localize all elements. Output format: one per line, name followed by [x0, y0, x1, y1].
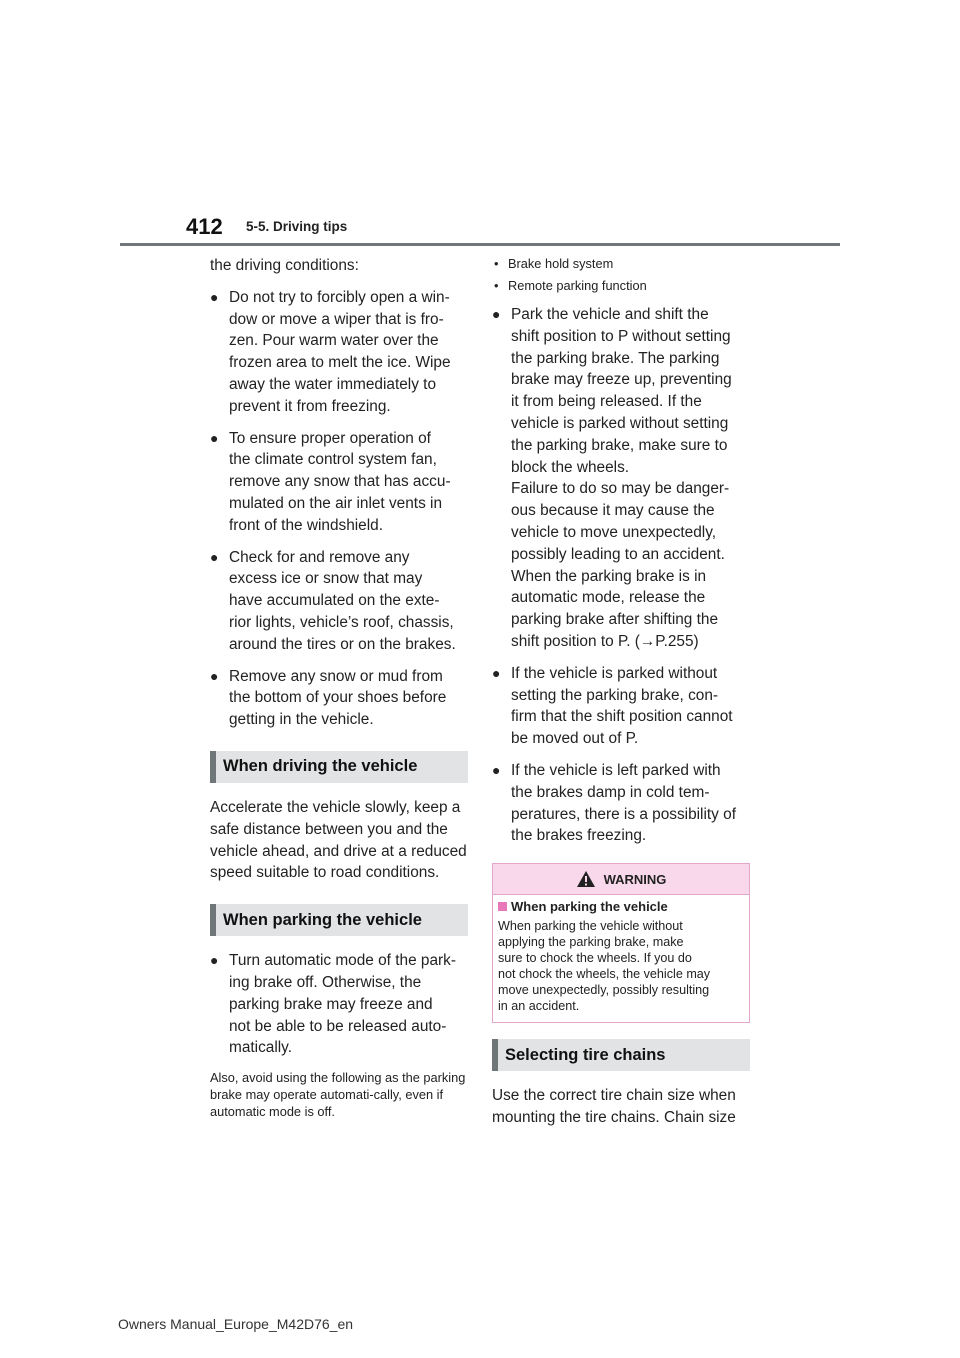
driving-paragraph: Accelerate the vehicle slowly, keep a safe distance between you and the vehicle ahead, and drive at a reduced speed suitable to road conditions. [210, 798, 467, 882]
bullet-dot-icon: ● [210, 288, 219, 305]
bullet-item: ● If the vehicle is left parked with the brakes damp in cold tem- peratures, there is a possibility of the brakes freezing. [492, 760, 750, 847]
bullet-item: ● Do not try to forcibly open a win- dow or move a wiper that is fro- zen. Pour warm water over the frozen area to melt the ice. Wipe away the water immediately to prevent it from freezing. [210, 287, 468, 418]
section-title: 5-5. Driving tips [246, 219, 348, 234]
warning-text: When parking the vehicle without applying the parking brake, make sure to chock the wheels. If you do not chock the wheels, the vehicle may move unexpectedly, possibly resulting in an accident. [498, 919, 711, 1014]
bullet-dot-icon: ● [492, 664, 501, 681]
heading-tire-chains: Selecting tire chains [492, 1039, 750, 1071]
bullet-dot-icon: ● [210, 952, 219, 969]
bullet-item: ● Remove any snow or mud from the bottom of your shoes before getting in the vehicle. [210, 666, 468, 731]
bullet-dot-icon: ● [210, 429, 219, 446]
lead-text: the driving conditions: [210, 257, 359, 274]
warning-title: WARNING [603, 871, 667, 887]
parking-note: Also, avoid using the following as the parking brake may operate automati-cally, even if automatic mode is off. [210, 1070, 466, 1120]
chains-paragraph: Use the correct tire chain size when mounting the tire chains. Chain size [492, 1087, 736, 1126]
header-rule [120, 243, 840, 246]
warning-subtitle: When parking the vehicle [511, 899, 668, 915]
bullet-item: ● Park the vehicle and shift the shift position to P without setting the parking brake. The parking brake may freeze up, preventing it from being released. If the vehicle is parked without setting the parking brake, make sure to block the wheels. Failure to do so may be danger- ous because it may cause the vehicle to move unexpectedly, possibly leading to an accident. When the parking brake is in automatic mode, release the parking brake after shifting the shift position to P. (→P.255) [492, 304, 750, 653]
heading-when-driving: When driving the vehicle [210, 751, 468, 783]
bullet-dot-icon: ● [210, 667, 219, 684]
sub-list-item: • Brake hold system [494, 256, 614, 271]
bullet-item: ● Turn automatic mode of the park- ing brake off. Otherwise, the parking brake may freeze and not be able to be released auto- matically. [210, 950, 468, 1059]
sub-list-item: • Remote parking function [494, 278, 647, 293]
footer-manual-id: Owners Manual_Europe_M42D76_en [118, 1316, 354, 1332]
page-number: 412 [186, 214, 223, 239]
warning-header [493, 864, 749, 895]
warning-triangle-icon [576, 870, 596, 888]
heading-when-parking: When parking the vehicle [210, 904, 468, 936]
right-column [492, 255, 750, 1129]
bullet-dot-icon: ● [492, 306, 501, 322]
left-column [210, 255, 468, 1120]
square-bullet-icon [498, 902, 507, 911]
bullet-dot-icon: ● [492, 761, 501, 778]
bullet-item: ● To ensure proper operation of the climate control system fan, remove any snow that has accu- mulated on the air inlet vents in front of the windshield. [210, 428, 468, 537]
bullet-item: ● If the vehicle is parked without setting the parking brake, con- firm that the shift position cannot be moved out of P. [492, 663, 750, 750]
bullet-dot-icon: ● [210, 548, 219, 565]
page-header [0, 0, 960, 250]
bullet-item: ● Check for and remove any excess ice or snow that may have accumulated on the exte- rior lights, vehicle’s roof, chassis, around the tires or on the brakes. [210, 547, 468, 656]
warning-box [492, 863, 750, 1023]
